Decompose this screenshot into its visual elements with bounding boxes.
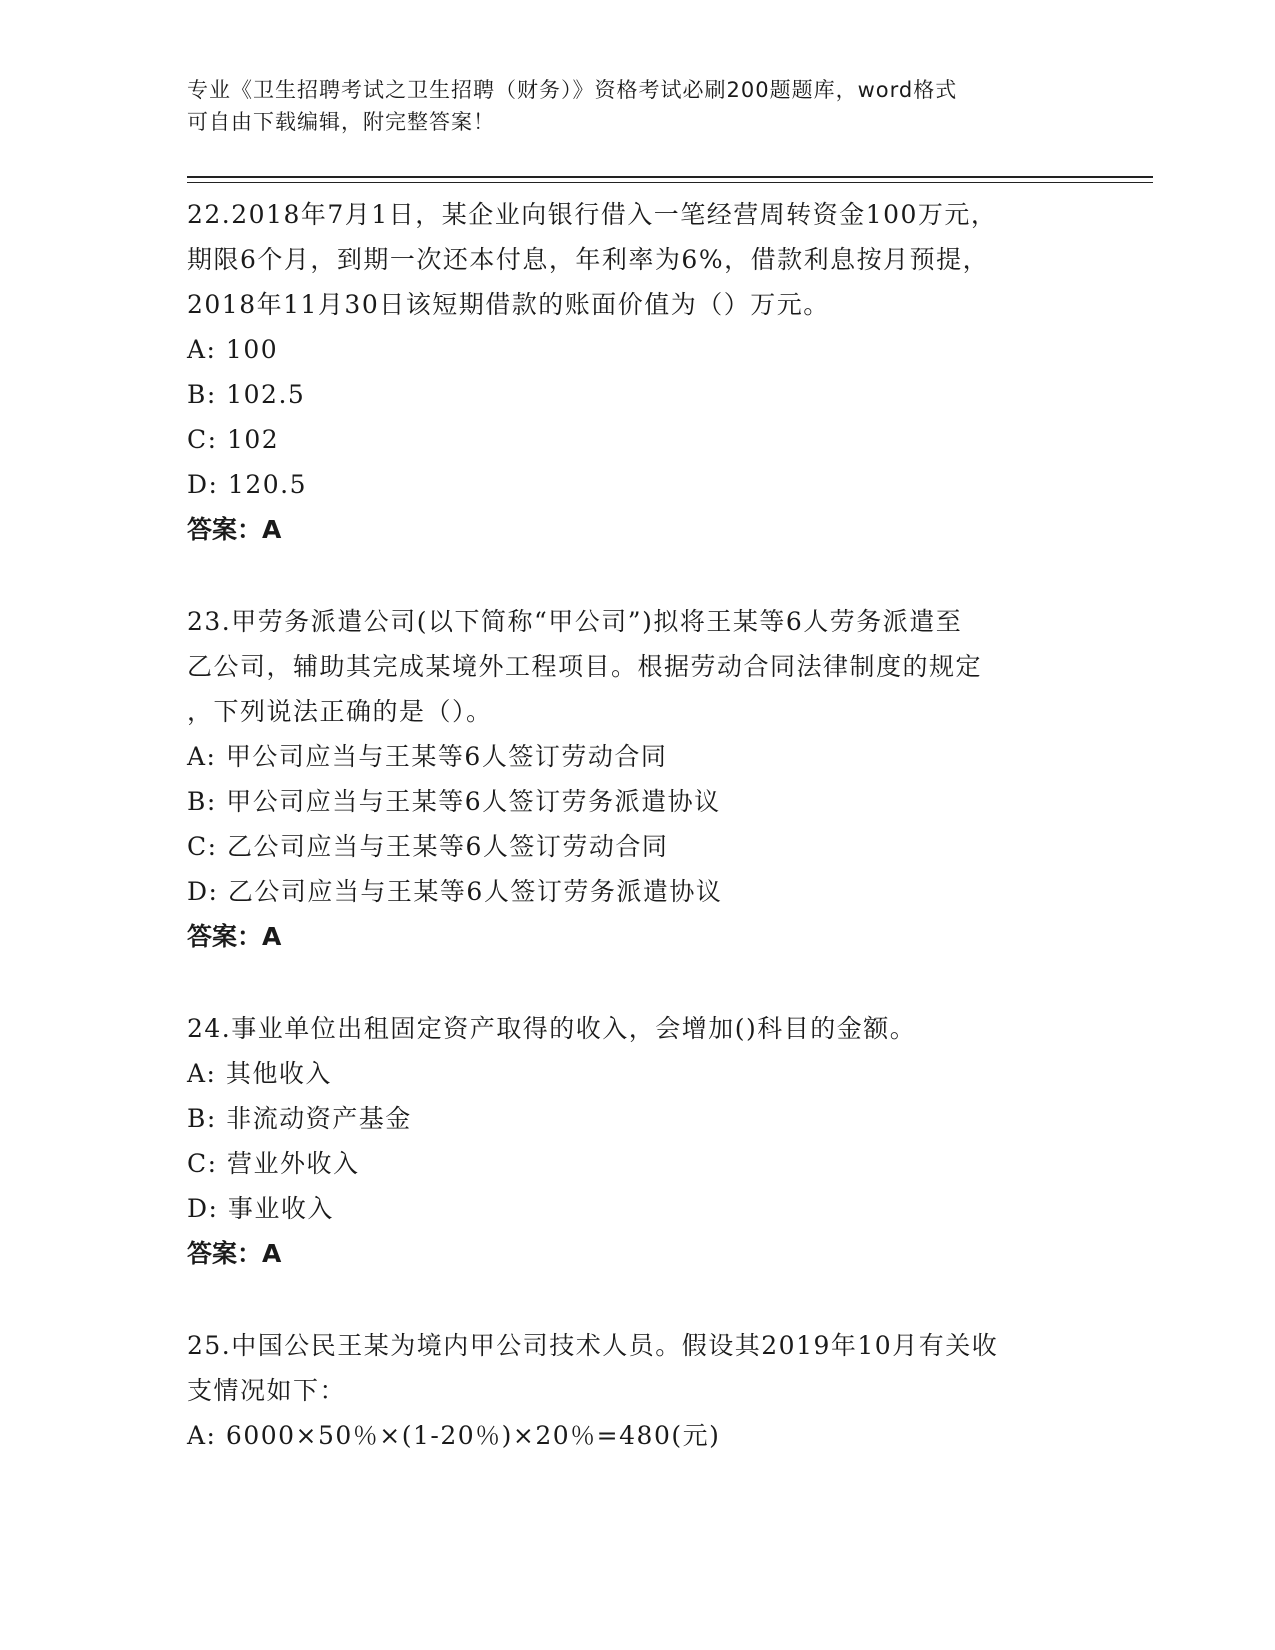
question-stem-line: 22.2018年7月1日，某企业向银行借入一笔经营周转资金100万元， <box>187 200 998 229</box>
header-line-2: 可自由下载编辑，附完整答案！ <box>187 110 495 134</box>
question-stem-line: 支情况如下： <box>187 1376 347 1405</box>
header-rule-thin <box>187 182 1153 183</box>
option-a: A: 100 <box>187 335 279 364</box>
question-stem-line: 25.中国公民王某为境内甲公司技术人员。假设其2019年10月有关收 <box>187 1331 999 1360</box>
option-c: C: 营业外收入 <box>187 1149 360 1178</box>
question-stem-line: ，下列说法正确的是（）。 <box>187 697 493 726</box>
option-b: B: 102.5 <box>187 380 306 409</box>
question-23 <box>187 599 1087 959</box>
option-a: A: 甲公司应当与王某等6人签订劳动合同 <box>187 742 668 771</box>
option-c: C: 乙公司应当与王某等6人签订劳动合同 <box>187 832 669 861</box>
answer: 答案：A <box>187 515 282 544</box>
question-stem-line: 乙公司，辅助其完成某境外工程项目。根据劳动合同法律制度的规定 <box>187 652 983 681</box>
spacer <box>187 959 1087 1006</box>
option-d: D: 事业收入 <box>187 1194 334 1223</box>
option-a: A: 其他收入 <box>187 1059 332 1088</box>
spacer <box>187 1276 1087 1323</box>
question-list <box>187 192 1087 1458</box>
question-stem-line: 期限6个月，到期一次还本付息，年利率为6%，借款利息按月预提， <box>187 245 990 274</box>
option-a: A: 6000×50％×(1-20％)×20％=480(元) <box>187 1421 721 1450</box>
question-stem-line: 2018年11月30日该短期借款的账面价值为（）万元。 <box>187 290 830 319</box>
option-b: B: 甲公司应当与王某等6人签订劳务派遣协议 <box>187 787 721 816</box>
question-22 <box>187 192 1087 552</box>
question-stem-line: 23.甲劳务派遣公司(以下简称“甲公司”)拟将王某等6人劳务派遣至 <box>187 607 963 636</box>
header-line-1: 专业《卫生招聘考试之卫生招聘（财务）》资格考试必刷200题题库，word格式 <box>187 78 958 102</box>
option-b: B: 非流动资产基金 <box>187 1104 412 1133</box>
question-stem-line: 24.事业单位出租固定资产取得的收入，会增加()科目的金额。 <box>187 1014 917 1043</box>
answer: 答案：A <box>187 922 282 951</box>
spacer <box>187 552 1087 599</box>
option-d: D: 乙公司应当与王某等6人签订劳务派遣协议 <box>187 877 723 906</box>
option-d: D: 120.5 <box>187 470 307 499</box>
page-header <box>187 74 1067 138</box>
option-c: C: 102 <box>187 425 280 454</box>
header-rule-thick <box>187 176 1153 178</box>
question-24 <box>187 1006 1087 1276</box>
question-25 <box>187 1323 1087 1458</box>
answer: 答案：A <box>187 1239 282 1268</box>
